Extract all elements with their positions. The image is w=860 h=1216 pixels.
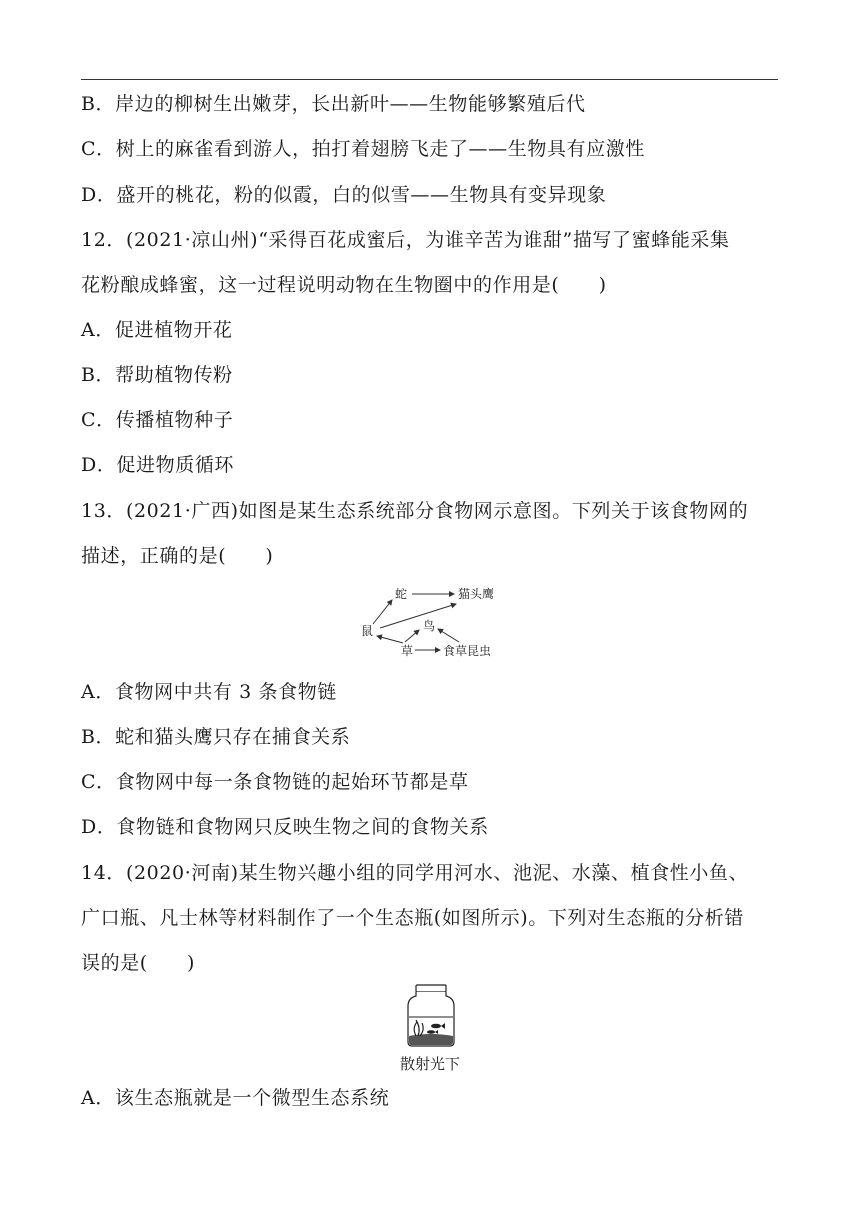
q12-option-d: D．促进物质循环 [81,454,235,476]
top-rule [81,79,778,80]
q11-option-d: D．盛开的桃花，粉的似霞，白的似雪——生物具有变异现象 [81,184,607,206]
arrow-mouse-snake [373,600,392,624]
q13-option-b: B．蛇和猫头鹰只存在捕食关系 [81,726,351,748]
q12-stem-line2: 花粉酿成蜂蜜，这一过程说明动物在生物圈中的作用是( ) [81,274,607,296]
arrow-grass-bird [405,630,419,642]
food-web-grass: 草 [401,644,414,658]
bottle-caption: 散射光下 [400,1055,461,1073]
arrow-insect-bird [438,629,459,642]
q12-option-a: A．促进植物开花 [81,319,233,341]
eco-bottle-figure [403,984,459,1048]
food-web-diagram [355,580,505,662]
q13-option-a: A．食物网中共有 3 条食物链 [81,681,337,703]
food-web-snake: 蛇 [395,587,408,601]
arrow-grass-mouse [377,636,403,643]
q11-option-c: C．树上的麻雀看到游人，拍打着翅膀飞走了——生物具有应激性 [81,138,645,160]
arrow-mouse-owl [380,604,456,628]
q13-stem-line1: 13．(2021·广西)如图是某生态系统部分食物网示意图。下列关于该食物网的 [81,500,749,522]
q11-option-b: B．岸边的柳树生出嫩芽，长出新叶——生物能够繁殖后代 [81,93,586,115]
bottle-lid [416,985,446,992]
q13-option-c: C．食物网中每一条食物链的起始环节都是草 [81,771,469,793]
q13-stem-line2: 描述，正确的是( ) [81,545,274,567]
food-web-bird: 鸟 [423,619,436,633]
q14-option-a: A．该生态瓶就是一个微型生态系统 [81,1087,390,1109]
q14-stem-line2: 广口瓶、凡士林等材料制作了一个生态瓶(如图所示)。下列对生态瓶的分析错 [81,907,744,929]
food-web-mouse: 鼠 [361,624,374,638]
q12-stem-line1: 12．(2021·凉山州)“采得百花成蜜后，为谁辛苦为谁甜”描写了蜜蜂能采集 [81,229,730,251]
q14-stem-line1: 14．(2020·河南)某生物兴趣小组的同学用河水、池泥、水藻、植食性小鱼、 [81,862,749,884]
fish-icon [431,1024,441,1029]
q12-option-b: B．帮助植物传粉 [81,364,233,386]
q12-option-c: C．传播植物种子 [81,409,234,431]
food-web-insect: 食草昆虫 [443,644,492,658]
food-web-owl: 猫头鹰 [458,587,495,601]
q13-option-d: D．食物链和食物网只反映生物之间的食物关系 [81,816,489,838]
fish-icon-2 [427,1030,435,1034]
q14-stem-line3: 误的是( ) [81,952,196,974]
